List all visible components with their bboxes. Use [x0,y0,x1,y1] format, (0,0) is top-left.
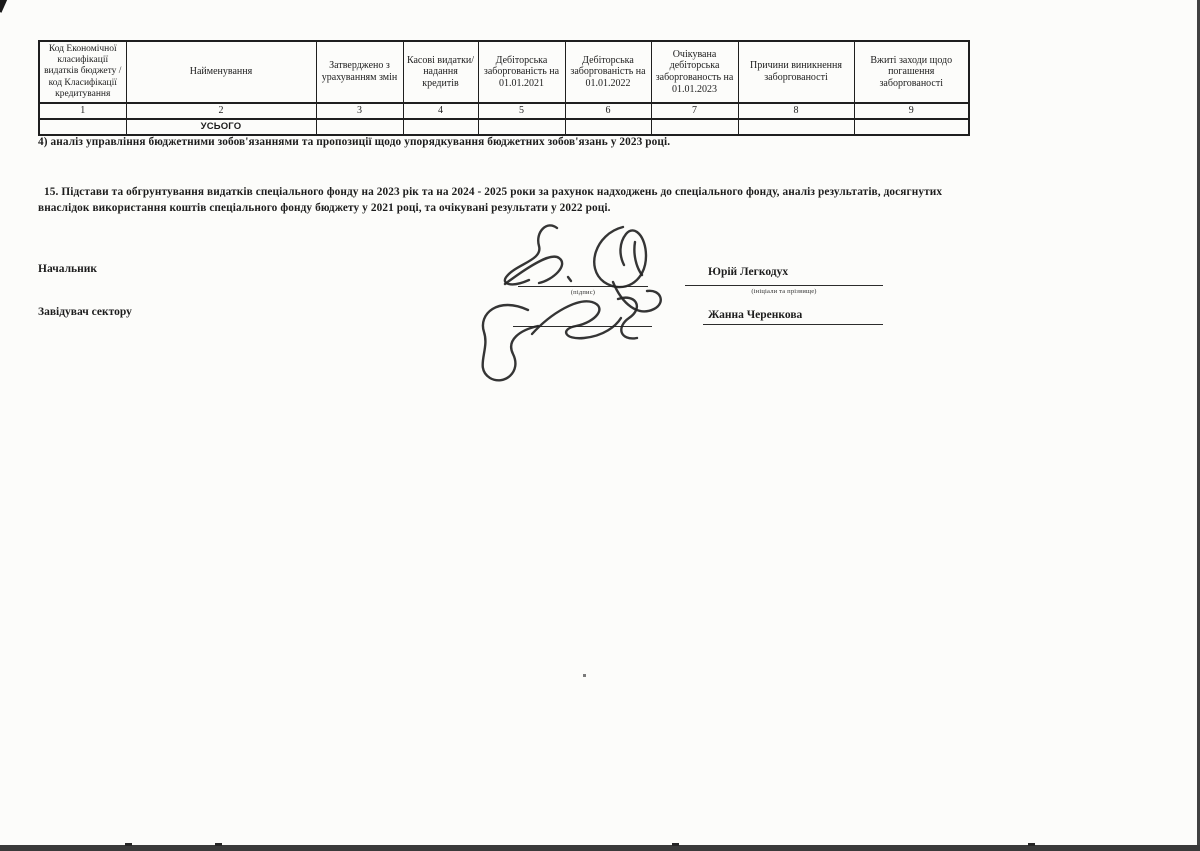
table-column-numbers-row [39,103,969,119]
total-cell-empty [316,119,403,135]
column-number: 1 [39,103,126,119]
signer1-name-line [685,285,883,286]
header-cell-classification-code: Код Економічної класифікації видатків бюджету / код Класифікації кредитування [39,41,126,103]
header-cell-cash-expenses: Касові видатки/ надання кредитів [403,41,478,103]
column-number: 3 [316,103,403,119]
header-cell-receivables-2021: Дебіторська заборгованість на 01.01.2021 [478,41,565,103]
header-cell-receivables-2022: Дебіторська заборгованість на 01.01.2022 [565,41,651,103]
signer1-name: Юрій Легкодух [708,266,789,278]
signer2-name: Жанна Черенкова [708,309,803,321]
header-cell-approved: Затверджено з урахуванням змін [316,41,403,103]
column-number: 9 [854,103,969,119]
scan-edge-tick [1028,843,1035,846]
table-total-row [39,119,969,135]
signer2-title: Завідувач сектору [38,306,132,318]
total-label: УСЬОГО [126,119,316,135]
total-cell-empty [651,119,738,135]
scan-edge-tick [215,843,222,846]
column-number: 5 [478,103,565,119]
scan-edge-tick [125,843,132,846]
header-cell-debt-reasons: Причини виникнення заборгованості [738,41,854,103]
total-cell-empty [565,119,651,135]
signer1-title: Начальник [38,263,97,275]
column-number: 6 [565,103,651,119]
column-number: 4 [403,103,478,119]
debt-table [38,40,970,136]
scan-bottom-edge [0,845,1200,851]
paragraph-item15-line1: 15. Підстави та обгрунтування видатків спеціального фонду на 2023 рік та на 2024 - 2025 роки за рахунок надходжень до спеціального фонду, аналіз результатів, досягнутих [44,186,943,198]
total-cell-empty [738,119,854,135]
header-cell-debt-measures: Вжиті заходи щодо погашення заборгованості [854,41,969,103]
signature1-caption: (підпис) [570,289,596,296]
header-cell-expected-receivables-2023: Очікувана дебіторська заборгованость на 01.01.2023 [651,41,738,103]
total-cell-empty [854,119,969,135]
header-cell-name: Найменування [126,41,316,103]
table-header-row [39,41,969,103]
handwritten-signature-2 [468,288,668,388]
paragraph-item15-line2: внаслідок використання коштів спеціального фонду бюджету у 2021 році, та очікувані результати у 2022 році. [38,202,611,214]
scan-dot-artifact [583,674,586,677]
column-number: 2 [126,103,316,119]
scan-edge-tick [672,843,679,846]
scan-corner-mark [0,0,8,13]
paragraph-item4: 4) аналіз управління бюджетними зобов'язаннями та пропозиції щодо упорядкування бюджетних зобов'язань у 2023 році. [38,136,671,148]
total-cell-empty [403,119,478,135]
column-number: 8 [738,103,854,119]
column-number: 7 [651,103,738,119]
total-cell-empty [478,119,565,135]
signer2-name-line [703,324,883,325]
signer1-name-caption: (ініціали та прізвище) [751,288,817,295]
total-cell-empty [39,119,126,135]
